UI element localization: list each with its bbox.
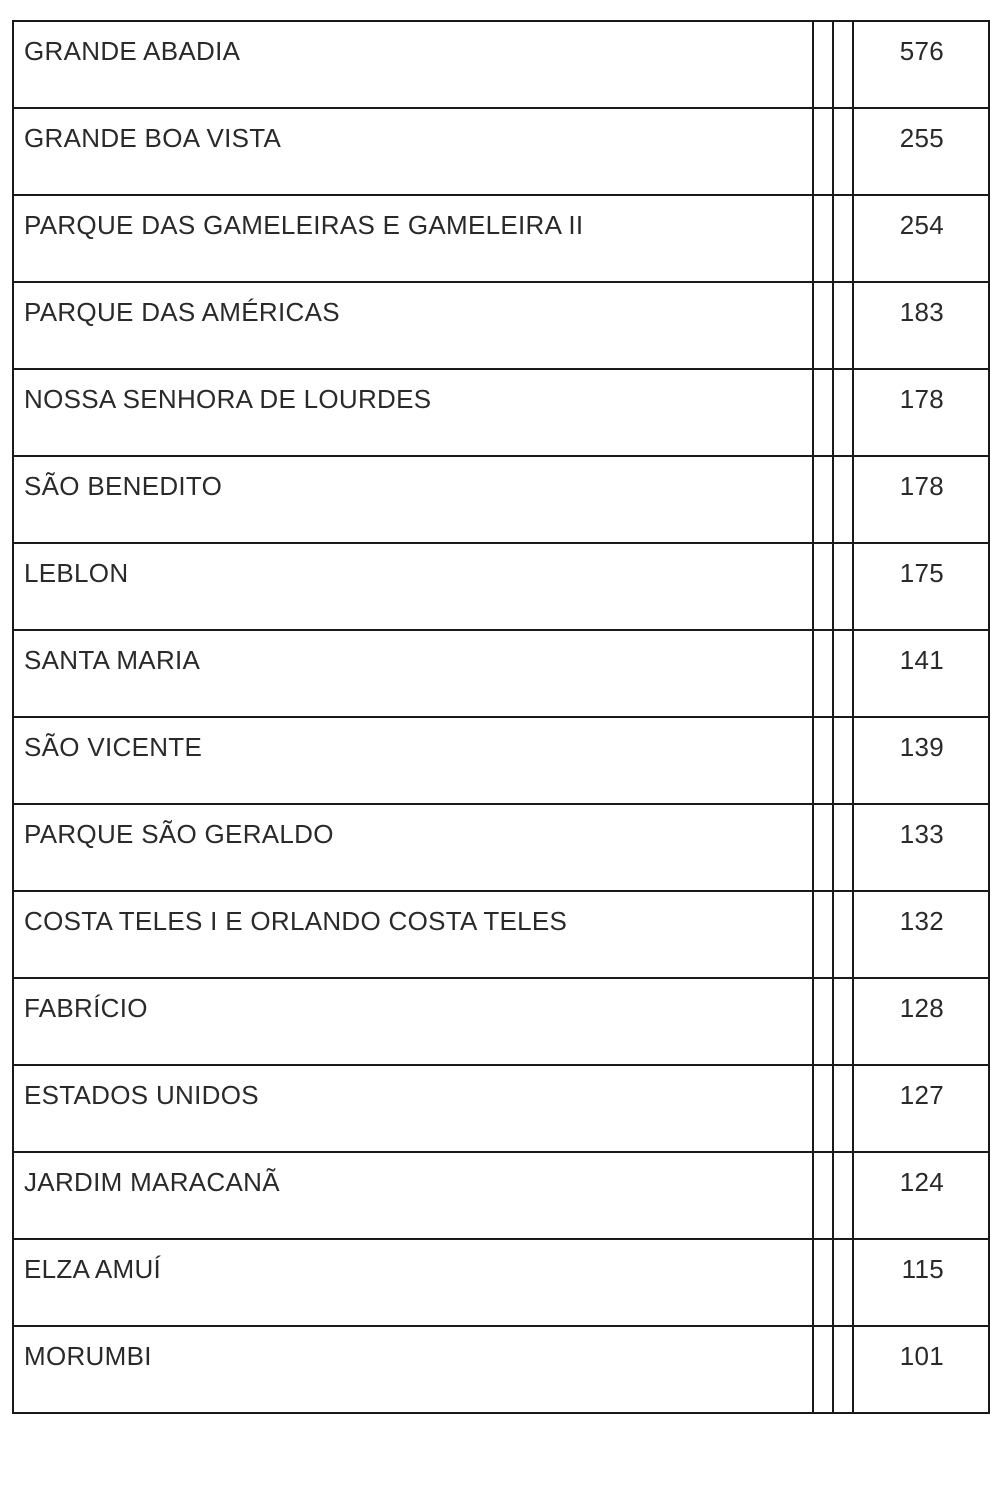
neighborhood-name: PARQUE SÃO GERALDO — [24, 819, 334, 849]
neighborhood-name: GRANDE BOA VISTA — [24, 123, 282, 153]
table-row — [13, 1065, 989, 1152]
count-value: 101 — [899, 1341, 944, 1371]
neighborhood-name: SANTA MARIA — [24, 645, 201, 675]
table-row — [13, 195, 989, 282]
neighborhood-name: MORUMBI — [24, 1341, 152, 1371]
empty-cell — [833, 978, 853, 1065]
neighborhood-cell — [13, 891, 813, 978]
table-row — [13, 1239, 989, 1326]
count-value: 124 — [899, 1167, 944, 1197]
empty-cell — [833, 717, 853, 804]
empty-cell — [833, 1239, 853, 1326]
table-row — [13, 717, 989, 804]
count-cell — [853, 108, 989, 195]
neighborhood-name: NOSSA SENHORA DE LOURDES — [24, 384, 432, 414]
neighborhood-cell — [13, 978, 813, 1065]
empty-cell — [813, 804, 833, 891]
count-value: 255 — [899, 123, 944, 153]
neighborhood-cell — [13, 1239, 813, 1326]
table-row — [13, 1152, 989, 1239]
count-cell — [853, 1065, 989, 1152]
count-cell — [853, 891, 989, 978]
empty-cell — [813, 1326, 833, 1413]
table-row — [13, 978, 989, 1065]
empty-cell — [813, 717, 833, 804]
neighborhood-table — [12, 20, 990, 1414]
count-cell — [853, 21, 989, 108]
empty-cell — [833, 1065, 853, 1152]
table-row — [13, 21, 989, 108]
count-value: 254 — [899, 210, 944, 240]
count-value: 133 — [899, 819, 944, 849]
count-value: 178 — [899, 384, 944, 414]
neighborhood-name: FABRÍCIO — [24, 993, 148, 1023]
count-cell — [853, 630, 989, 717]
empty-cell — [813, 891, 833, 978]
count-value: 175 — [899, 558, 944, 588]
count-cell — [853, 717, 989, 804]
count-value: 178 — [899, 471, 944, 501]
empty-cell — [813, 1239, 833, 1326]
empty-cell — [833, 1152, 853, 1239]
empty-cell — [833, 369, 853, 456]
table-row — [13, 804, 989, 891]
neighborhood-cell — [13, 1065, 813, 1152]
empty-cell — [833, 21, 853, 108]
empty-cell — [813, 630, 833, 717]
empty-cell — [833, 804, 853, 891]
neighborhood-cell — [13, 1152, 813, 1239]
empty-cell — [813, 21, 833, 108]
count-cell — [853, 543, 989, 630]
empty-cell — [813, 108, 833, 195]
count-cell — [853, 369, 989, 456]
count-value: 183 — [899, 297, 944, 327]
neighborhood-name: COSTA TELES I E ORLANDO COSTA TELES — [24, 906, 568, 936]
neighborhood-cell — [13, 195, 813, 282]
count-value: 115 — [901, 1254, 944, 1284]
count-value: 128 — [899, 993, 944, 1023]
empty-cell — [813, 195, 833, 282]
neighborhood-cell — [13, 282, 813, 369]
empty-cell — [813, 369, 833, 456]
count-value: 132 — [899, 906, 944, 936]
empty-cell — [833, 543, 853, 630]
neighborhood-name: PARQUE DAS GAMELEIRAS E GAMELEIRA II — [24, 210, 584, 240]
empty-cell — [833, 456, 853, 543]
count-cell — [853, 195, 989, 282]
neighborhood-cell — [13, 717, 813, 804]
neighborhood-cell — [13, 108, 813, 195]
table-row — [13, 108, 989, 195]
neighborhood-name: SÃO VICENTE — [24, 732, 203, 762]
neighborhood-name: LEBLON — [24, 558, 129, 588]
count-cell — [853, 1152, 989, 1239]
neighborhood-name: SÃO BENEDITO — [24, 471, 223, 501]
empty-cell — [833, 282, 853, 369]
neighborhood-name: JARDIM MARACANÃ — [24, 1167, 280, 1197]
neighborhood-cell — [13, 543, 813, 630]
count-value: 576 — [899, 36, 944, 66]
empty-cell — [813, 1065, 833, 1152]
count-cell — [853, 456, 989, 543]
table-row — [13, 456, 989, 543]
table-row — [13, 543, 989, 630]
empty-cell — [813, 282, 833, 369]
neighborhood-cell — [13, 1326, 813, 1413]
table-row — [13, 630, 989, 717]
count-value: 127 — [899, 1080, 944, 1110]
neighborhood-name: GRANDE ABADIA — [24, 36, 241, 66]
neighborhood-cell — [13, 456, 813, 543]
empty-cell — [833, 630, 853, 717]
neighborhood-cell — [13, 369, 813, 456]
empty-cell — [813, 1152, 833, 1239]
neighborhood-name: ELZA AMUÍ — [24, 1254, 162, 1284]
count-cell — [853, 1239, 989, 1326]
table-row — [13, 1326, 989, 1413]
empty-cell — [833, 891, 853, 978]
empty-cell — [813, 543, 833, 630]
count-cell — [853, 978, 989, 1065]
neighborhood-cell — [13, 21, 813, 108]
empty-cell — [833, 195, 853, 282]
empty-cell — [833, 1326, 853, 1413]
table-row — [13, 282, 989, 369]
table-body — [13, 21, 989, 1413]
empty-cell — [833, 108, 853, 195]
count-cell — [853, 282, 989, 369]
count-cell — [853, 804, 989, 891]
count-value: 139 — [899, 732, 944, 762]
neighborhood-name: PARQUE DAS AMÉRICAS — [24, 297, 340, 327]
empty-cell — [813, 978, 833, 1065]
table-row — [13, 369, 989, 456]
count-cell — [853, 1326, 989, 1413]
count-value: 141 — [899, 645, 944, 675]
neighborhood-name: ESTADOS UNIDOS — [24, 1080, 259, 1110]
empty-cell — [813, 456, 833, 543]
neighborhood-cell — [13, 630, 813, 717]
neighborhood-cell — [13, 804, 813, 891]
table-row — [13, 891, 989, 978]
